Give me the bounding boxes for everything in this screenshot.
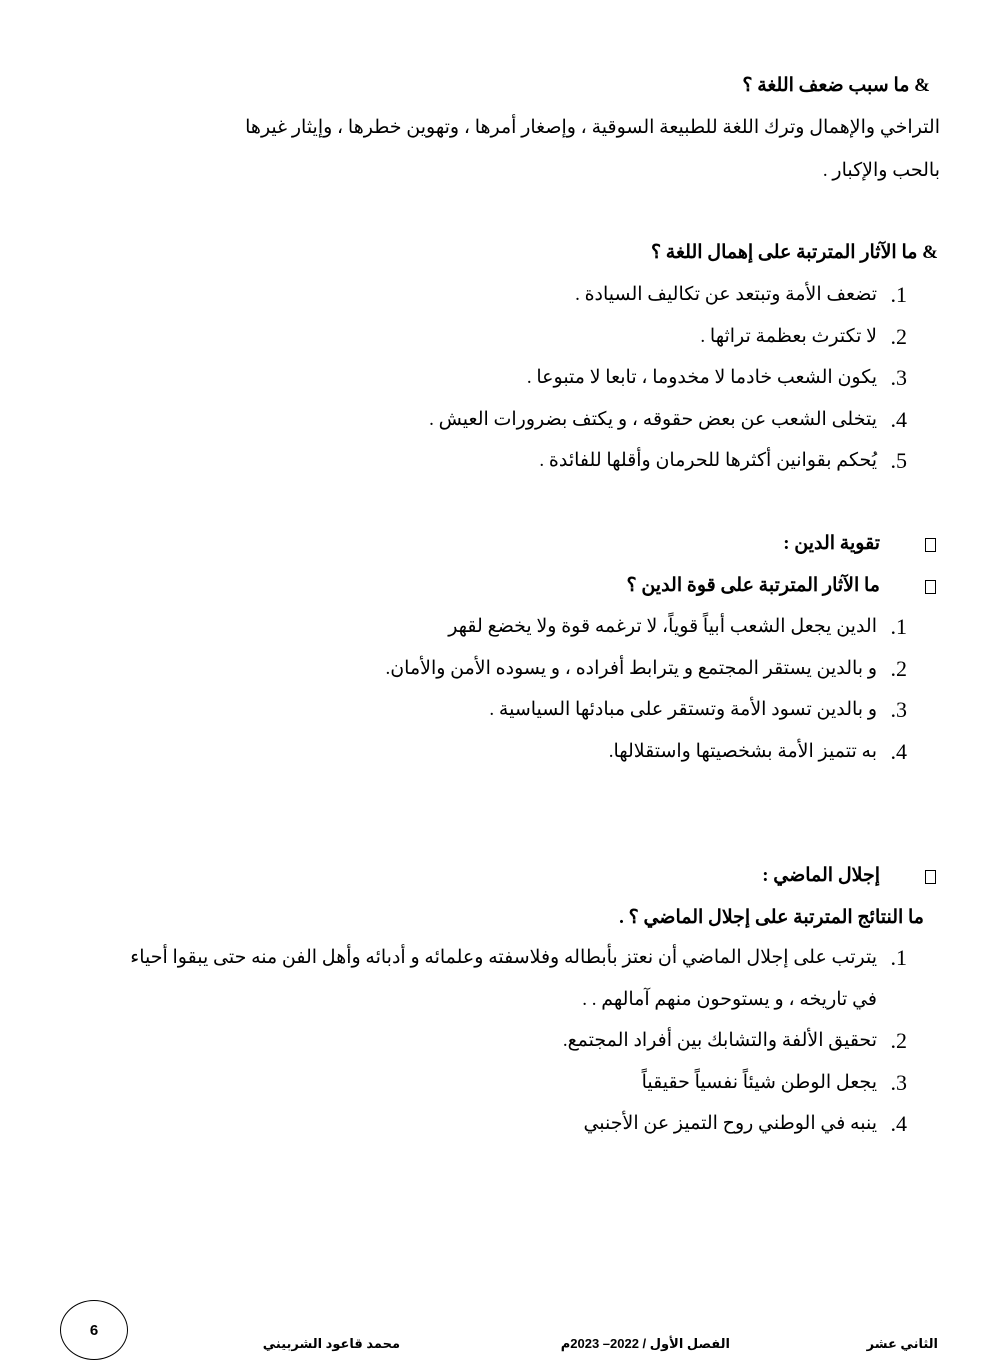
square-bullet-icon	[925, 538, 936, 552]
item-number: 1.	[890, 282, 907, 307]
list-item: 1. الدين يجعل الشعب أبياً قوياً، لا ترغمه قوة ولا يخضع لقهر	[385, 606, 907, 648]
list-item: 4. يتخلى الشعب عن بعض حقوقه ، و يكتف بضرورات العيش .	[429, 399, 907, 441]
footer-term: الفصل الأول / 2022– 2023م	[560, 1336, 730, 1351]
square-bullet-icon	[925, 580, 936, 594]
question-language-weakness: & ما سبب ضعف اللغة ؟	[742, 75, 930, 96]
item-number: 5.	[890, 448, 907, 473]
item-number: 4.	[890, 738, 907, 764]
answer-line-2: بالحب والإكبار .	[822, 160, 940, 181]
item-number: 3.	[890, 1069, 907, 1095]
question-religion-effects: ما الآثار المترتبة على قوة الدين ؟	[626, 574, 936, 597]
list-item: 2. تحقيق الألفة والتشابك بين أفراد المجتمع.	[130, 1020, 907, 1062]
list-item: 2. لا تكترث بعظمة تراثها .	[429, 316, 907, 358]
item-number: 2.	[890, 655, 907, 681]
religion-effects-list	[385, 606, 907, 772]
item-number: 2.	[890, 1028, 907, 1053]
list-item: 1. تضعف الأمة وتبتعد عن تكاليف السيادة .	[429, 274, 907, 316]
page-number: 6	[60, 1300, 128, 1360]
item-number: 3.	[890, 697, 907, 722]
list-item: 4. ينبه في الوطني روح التميز عن الأجنبي	[130, 1103, 907, 1145]
item-number: 3.	[890, 365, 907, 390]
item-number: 4.	[890, 406, 907, 432]
answer-line-1: التراخي والإهمال وترك اللغة للطبيعة السوقية ، وإصغار أمرها ، وتهوين خطرها ، وإيثار غيرها	[245, 117, 940, 138]
square-bullet-icon	[925, 870, 936, 884]
list-item: 3. يكون الشعب خادما لا مخدوما ، تابعا لا متبوعا .	[429, 357, 907, 399]
item-number: 2.	[890, 323, 907, 349]
list-item: 5. يُحكم بقوانين أكثرها للحرمان وأقلها للفائدة .	[429, 440, 907, 482]
past-results-list	[130, 937, 907, 1145]
list-item: 3. و بالدين تسود الأمة وتستقر على مبادئها السياسية .	[385, 689, 907, 731]
heading-strengthen-religion: تقوية الدين :	[783, 532, 936, 555]
list-item: 3. يجعل الوطن شيئاً نفسياً حقيقياً	[130, 1062, 907, 1104]
item-number: 4.	[890, 1111, 907, 1136]
list-item: 2. و بالدين يستقر المجتمع و يترابط أفراده ، و يسوده الأمن والأمان.	[385, 648, 907, 690]
item-number: 1.	[890, 945, 907, 970]
list-item: 1. يترتب على إجلال الماضي أن نعتز بأبطاله وفلاسفته وعلمائه و أدبائه وأهل الفن منه حتى يبقوا أحياء في تاريخه ، و يستوحون منهم آمالهم . .	[130, 937, 907, 1020]
heading-honoring-past: إجلال الماضي :	[762, 864, 936, 887]
item-number: 1.	[890, 614, 907, 639]
neglect-effects-list	[429, 274, 907, 482]
footer-author: محمد قاعود الشربيني	[262, 1336, 400, 1351]
question-neglect-effects: & ما الآثار المترتبة على إهمال اللغة ؟	[650, 242, 938, 263]
footer-grade: الثاني عشر	[866, 1336, 938, 1351]
question-past-results: ما النتائج المترتبة على إجلال الماضي ؟ .	[619, 907, 924, 928]
list-item: 4. به تتميز الأمة بشخصيتها واستقلالها.	[385, 731, 907, 773]
